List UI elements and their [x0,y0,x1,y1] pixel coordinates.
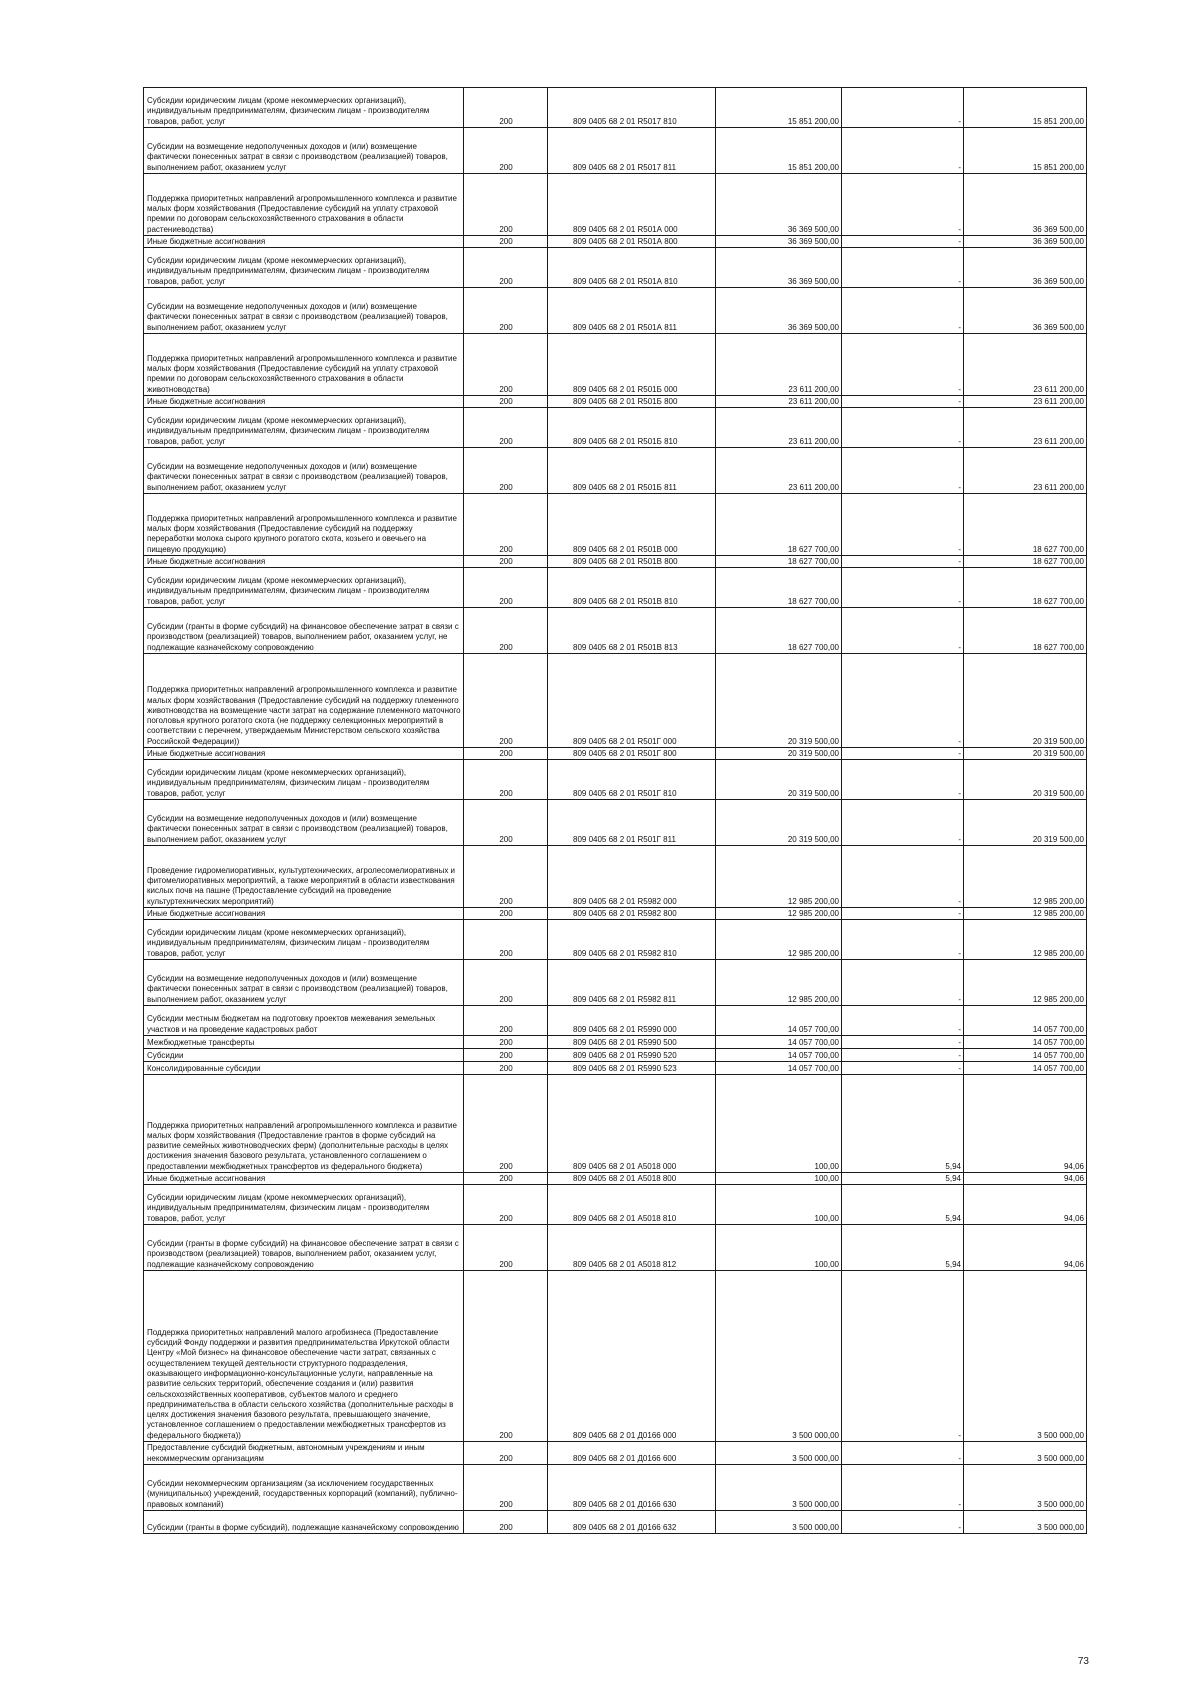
row-name [144,960,464,1006]
row-name-text: Субсидии юридическим лицам (кроме некоммерческих организаций), индивидуальным предпринимателям, физическим лицам - производителям товаров, работ, услуг [147,1193,430,1223]
table-row [144,654,1087,748]
row-name-text: Субсидии (гранты в форме субсидий) на финансовое обеспечение затрат в связи с производством (реализацией) товаров, выполнением работ, оказанием услуг, подлежащие казначейскому сопровождению [147,1239,459,1269]
row-name-text: Консолидированные субсидии [147,1063,261,1073]
row-name-text: Иные бюджетные ассигнования [147,748,266,758]
row-classification-code: 809 0405 68 2 01 Д0166 000 [548,1271,716,1442]
row-name [144,568,464,608]
row-line-code: 200 [464,174,548,236]
table-row [144,556,1087,568]
row-remaining-amount: 3 500 000,00 [964,1511,1087,1534]
row-name-text: Субсидии на возмещение недополученных доходов и (или) возмещение фактически понесенных затрат в связи с производством (реализацией) товаров, выполнением работ, оказанием услуг [147,142,448,172]
row-approved-amount: 15 851 200,00 [716,88,842,128]
row-approved-amount: 20 319 500,00 [716,748,842,760]
row-line-code: 200 [464,248,548,288]
row-classification-code: 809 0405 68 2 01 R501Г 811 [548,800,716,846]
row-name-text: Субсидии юридическим лицам (кроме некоммерческих организаций), индивидуальным предпринимателям, физическим лицам - производителям товаров, работ, услуг [147,416,430,446]
row-name [144,1185,464,1225]
row-name-text: Поддержка приоритетных направлений малого агробизнеса (Предоставление субсидий Фонду поддержки и развития предпринимательства Иркутской области Центру «Мой бизнес» на финансовое обеспечение части затрат, связанных с осуществлением текущей деятельности структурного подразделения, оказывающего информационно-консультационные услуги, направленные на развитие сельских территорий, обеспечение создания и (или) развития сельскохозяйственных кооперативов, субъектов малого и среднего предпринимательства в области сельского хозяйства (дополнительные расходы в целях достижения значения базового результата, превышающего значение, установленное соглашением о предоставлении межбюджетных трансфертов из федерального бюджета)) [147,1327,454,1440]
row-name-text: Проведение гидромелиоративных, культуртехнических, агролесомелиоративных и фитомелиоративных мероприятий, а также мероприятий в области известкования кислых почв на пашне (Предоставление субсидий на проведение культуртехнических мероприятий) [147,865,456,906]
row-classification-code: 809 0405 68 2 01 R501А 810 [548,248,716,288]
row-classification-code: 809 0405 68 2 01 R501Б 000 [548,334,716,396]
row-classification-code: 809 0405 68 2 01 R5990 523 [548,1062,716,1075]
row-line-code: 200 [464,396,548,408]
row-classification-code: 809 0405 68 2 01 R501Б 810 [548,408,716,448]
row-executed-amount: 5,94 [842,1173,964,1185]
table-row [144,334,1087,396]
row-remaining-amount: 12 985 200,00 [964,846,1087,908]
row-classification-code: 809 0405 68 2 01 Д0166 630 [548,1465,716,1511]
table-row [144,396,1087,408]
row-executed-amount: - [842,1006,964,1036]
table-row [144,494,1087,556]
row-name [144,174,464,236]
row-classification-code: 809 0405 68 2 01 А5018 810 [548,1185,716,1225]
row-name [144,288,464,334]
row-name [144,396,464,408]
table-row [144,1062,1087,1075]
row-line-code: 200 [464,1465,548,1511]
row-name [144,760,464,800]
table-row [144,1075,1087,1173]
row-name [144,1006,464,1036]
row-name [144,556,464,568]
row-remaining-amount: 15 851 200,00 [964,128,1087,174]
row-name [144,1465,464,1511]
row-approved-amount: 100,00 [716,1173,842,1185]
row-classification-code: 809 0405 68 2 01 R501В 800 [548,556,716,568]
row-line-code: 200 [464,1062,548,1075]
row-name [144,128,464,174]
table-row [144,760,1087,800]
row-name-text: Субсидии юридическим лицам (кроме некоммерческих организаций), индивидуальным предпринимателям, физическим лицам - производителям товаров, работ, услуг [147,96,430,126]
table-row [144,288,1087,334]
row-executed-amount: - [842,88,964,128]
row-remaining-amount: 3 500 000,00 [964,1442,1087,1465]
row-approved-amount: 23 611 200,00 [716,334,842,396]
table-row [144,128,1087,174]
row-approved-amount: 18 627 700,00 [716,568,842,608]
row-executed-amount: - [842,800,964,846]
row-line-code: 200 [464,408,548,448]
row-classification-code: 809 0405 68 2 01 R5990 520 [548,1049,716,1062]
row-name [144,236,464,248]
row-name [144,334,464,396]
row-classification-code: 809 0405 68 2 01 R501Г 810 [548,760,716,800]
row-name-text: Субсидии юридическим лицам (кроме некоммерческих организаций), индивидуальным предпринимателям, физическим лицам - производителям товаров, работ, услуг [147,576,430,606]
row-name-text: Субсидии на возмещение недополученных доходов и (или) возмещение фактически понесенных затрат в связи с производством (реализацией) товаров, выполнением работ, оказанием услуг [147,462,448,492]
row-executed-amount: - [842,568,964,608]
row-approved-amount: 14 057 700,00 [716,1049,842,1062]
row-executed-amount: - [842,448,964,494]
row-remaining-amount: 36 369 500,00 [964,174,1087,236]
table-row [144,1049,1087,1062]
row-executed-amount: - [842,396,964,408]
table-row [144,748,1087,760]
row-classification-code: 809 0405 68 2 01 А5018 800 [548,1173,716,1185]
table-row [144,1271,1087,1442]
row-remaining-amount: 36 369 500,00 [964,248,1087,288]
row-name-text: Субсидии (гранты в форме субсидий), подлежащие казначейскому сопровождению [147,1522,459,1532]
row-name-text: Субсидии (гранты в форме субсидий) на финансовое обеспечение затрат в связи с производством (реализацией) товаров, выполнением работ, оказанием услуг, не подлежащие казначейскому сопровождению [147,622,459,652]
row-name-text: Межбюджетные трансферты [147,1037,255,1047]
row-remaining-amount: 94,06 [964,1173,1087,1185]
row-name-text: Иные бюджетные ассигнования [147,236,266,246]
row-name-text: Субсидии на возмещение недополученных доходов и (или) возмещение фактически понесенных затрат в связи с производством (реализацией) товаров, выполнением работ, оказанием услуг [147,814,448,844]
row-line-code: 200 [464,1173,548,1185]
table-row [144,920,1087,960]
row-executed-amount: - [842,236,964,248]
row-executed-amount: - [842,1036,964,1049]
row-name [144,608,464,654]
row-name [144,494,464,556]
row-line-code: 200 [464,556,548,568]
row-name [144,748,464,760]
row-line-code: 200 [464,236,548,248]
row-line-code: 200 [464,920,548,960]
row-name-text: Иные бюджетные ассигнования [147,556,266,566]
row-remaining-amount: 18 627 700,00 [964,494,1087,556]
row-name [144,908,464,920]
row-name [144,448,464,494]
table-row [144,960,1087,1006]
row-line-code: 200 [464,1049,548,1062]
row-remaining-amount: 20 319 500,00 [964,760,1087,800]
row-approved-amount: 23 611 200,00 [716,408,842,448]
row-classification-code: 809 0405 68 2 01 R5982 811 [548,960,716,1006]
row-approved-amount: 3 500 000,00 [716,1511,842,1534]
row-line-code: 200 [464,88,548,128]
row-name-text: Поддержка приоритетных направлений агропромышленного комплекса и развитие малых форм хозяйствования (Предоставление субсидий на уплату страховой премии по договорам сельскохозяйственного страхования в области растениеводства) [147,193,457,234]
row-approved-amount: 20 319 500,00 [716,760,842,800]
table-row [144,236,1087,248]
row-line-code: 200 [464,1511,548,1534]
row-line-code: 200 [464,288,548,334]
row-line-code: 200 [464,448,548,494]
row-remaining-amount: 94,06 [964,1185,1087,1225]
row-line-code: 200 [464,128,548,174]
row-name [144,1271,464,1442]
row-name-text: Субсидии юридическим лицам (кроме некоммерческих организаций), индивидуальным предпринимателям, физическим лицам - производителям товаров, работ, услуг [147,256,430,286]
row-executed-amount: - [842,1465,964,1511]
row-executed-amount: - [842,288,964,334]
row-classification-code: 809 0405 68 2 01 Д0166 600 [548,1442,716,1465]
row-remaining-amount: 18 627 700,00 [964,608,1087,654]
row-remaining-amount: 36 369 500,00 [964,288,1087,334]
table-row [144,800,1087,846]
row-name [144,1173,464,1185]
row-name-text: Поддержка приоритетных направлений агропромышленного комплекса и развитие малых форм хозяйствования (Предоставление субсидий на поддержку переработки молока сырого крупного рогатого скота, козьего и овечьего на пищевую продукцию) [147,513,457,554]
row-executed-amount: - [842,654,964,748]
row-approved-amount: 36 369 500,00 [716,288,842,334]
budget-execution-table [143,87,1087,1534]
row-remaining-amount: 18 627 700,00 [964,568,1087,608]
row-executed-amount: - [842,1049,964,1062]
row-line-code: 200 [464,1006,548,1036]
row-name [144,1442,464,1465]
row-remaining-amount: 12 985 200,00 [964,920,1087,960]
row-approved-amount: 12 985 200,00 [716,920,842,960]
row-line-code: 200 [464,1225,548,1271]
row-line-code: 200 [464,1442,548,1465]
table-row [144,408,1087,448]
row-name-text: Субсидии местным бюджетам на подготовку проектов межевания земельных участков и на проведение кадастровых работ [147,1014,436,1034]
row-approved-amount: 18 627 700,00 [716,494,842,556]
row-executed-amount: - [842,174,964,236]
table-row [144,1442,1087,1465]
row-remaining-amount: 23 611 200,00 [964,448,1087,494]
row-remaining-amount: 14 057 700,00 [964,1036,1087,1049]
row-name [144,1225,464,1271]
row-executed-amount: - [842,846,964,908]
row-approved-amount: 14 057 700,00 [716,1006,842,1036]
row-classification-code: 809 0405 68 2 01 R501Б 800 [548,396,716,408]
table-row [144,1036,1087,1049]
row-name [144,1511,464,1534]
row-line-code: 200 [464,800,548,846]
row-executed-amount: - [842,408,964,448]
row-name [144,1062,464,1075]
row-classification-code: 809 0405 68 2 01 R5017 811 [548,128,716,174]
row-executed-amount: - [842,248,964,288]
row-classification-code: 809 0405 68 2 01 R5982 800 [548,908,716,920]
row-executed-amount: - [842,1511,964,1534]
row-approved-amount: 36 369 500,00 [716,236,842,248]
row-name [144,846,464,908]
table-row [144,448,1087,494]
row-line-code: 200 [464,1271,548,1442]
row-remaining-amount: 12 985 200,00 [964,908,1087,920]
row-executed-amount: - [842,748,964,760]
row-approved-amount: 12 985 200,00 [716,960,842,1006]
row-approved-amount: 14 057 700,00 [716,1062,842,1075]
row-remaining-amount: 20 319 500,00 [964,800,1087,846]
row-remaining-amount: 23 611 200,00 [964,408,1087,448]
row-name [144,920,464,960]
row-approved-amount: 3 500 000,00 [716,1271,842,1442]
row-remaining-amount: 23 611 200,00 [964,334,1087,396]
row-executed-amount: - [842,760,964,800]
row-line-code: 200 [464,334,548,396]
table-row [144,174,1087,236]
row-line-code: 200 [464,748,548,760]
row-approved-amount: 3 500 000,00 [716,1465,842,1511]
row-classification-code: 809 0405 68 2 01 R501Г 000 [548,654,716,748]
row-approved-amount: 23 611 200,00 [716,396,842,408]
row-name-text: Иные бюджетные ассигнования [147,396,266,406]
row-classification-code: 809 0405 68 2 01 R501В 810 [548,568,716,608]
row-executed-amount: - [842,960,964,1006]
row-approved-amount: 20 319 500,00 [716,800,842,846]
table-row [144,1006,1087,1036]
row-approved-amount: 18 627 700,00 [716,608,842,654]
row-classification-code: 809 0405 68 2 01 R501В 000 [548,494,716,556]
row-line-code: 200 [464,960,548,1006]
row-executed-amount: - [842,1442,964,1465]
row-classification-code: 809 0405 68 2 01 R5990 500 [548,1036,716,1049]
table-row [144,908,1087,920]
row-classification-code: 809 0405 68 2 01 R5982 810 [548,920,716,960]
row-name [144,408,464,448]
row-classification-code: 809 0405 68 2 01 R5017 810 [548,88,716,128]
row-approved-amount: 12 985 200,00 [716,908,842,920]
row-executed-amount: - [842,1271,964,1442]
row-name [144,1075,464,1173]
row-classification-code: 809 0405 68 2 01 R501А 811 [548,288,716,334]
row-executed-amount: 5,94 [842,1185,964,1225]
row-approved-amount: 100,00 [716,1075,842,1173]
page-number: 73 [1077,1656,1089,1667]
row-executed-amount: - [842,920,964,960]
row-executed-amount: - [842,1062,964,1075]
row-classification-code: 809 0405 68 2 01 R5990 000 [548,1006,716,1036]
row-classification-code: 809 0405 68 2 01 А5018 000 [548,1075,716,1173]
row-approved-amount: 12 985 200,00 [716,846,842,908]
row-classification-code: 809 0405 68 2 01 R5982 000 [548,846,716,908]
row-remaining-amount: 23 611 200,00 [964,396,1087,408]
row-classification-code: 809 0405 68 2 01 R501Б 811 [548,448,716,494]
row-classification-code: 809 0405 68 2 01 Д0166 632 [548,1511,716,1534]
table-row [144,1225,1087,1271]
row-remaining-amount: 18 627 700,00 [964,556,1087,568]
row-executed-amount: 5,94 [842,1075,964,1173]
row-approved-amount: 36 369 500,00 [716,174,842,236]
row-remaining-amount: 3 500 000,00 [964,1465,1087,1511]
row-approved-amount: 18 627 700,00 [716,556,842,568]
row-approved-amount: 100,00 [716,1185,842,1225]
row-line-code: 200 [464,494,548,556]
row-classification-code: 809 0405 68 2 01 R501А 800 [548,236,716,248]
row-remaining-amount: 36 369 500,00 [964,236,1087,248]
row-line-code: 200 [464,608,548,654]
table-row [144,846,1087,908]
row-remaining-amount: 14 057 700,00 [964,1062,1087,1075]
row-approved-amount: 100,00 [716,1225,842,1271]
row-executed-amount: - [842,908,964,920]
row-name [144,800,464,846]
row-name [144,1036,464,1049]
row-line-code: 200 [464,846,548,908]
row-line-code: 200 [464,1075,548,1173]
row-remaining-amount: 12 985 200,00 [964,960,1087,1006]
row-name-text: Субсидии юридическим лицам (кроме некоммерческих организаций), индивидуальным предпринимателям, физическим лицам - производителям товаров, работ, услуг [147,768,430,798]
row-remaining-amount: 20 319 500,00 [964,748,1087,760]
row-line-code: 200 [464,760,548,800]
row-executed-amount: 5,94 [842,1225,964,1271]
row-name-text: Субсидии [147,1050,184,1060]
table-row [144,568,1087,608]
row-remaining-amount: 14 057 700,00 [964,1049,1087,1062]
row-remaining-amount: 94,06 [964,1075,1087,1173]
row-name-text: Иные бюджетные ассигнования [147,1173,266,1183]
table-row [144,88,1087,128]
row-approved-amount: 23 611 200,00 [716,448,842,494]
row-approved-amount: 36 369 500,00 [716,248,842,288]
row-name-text: Субсидии на возмещение недополученных доходов и (или) возмещение фактически понесенных затрат в связи с производством (реализацией) товаров, выполнением работ, оказанием услуг [147,302,448,332]
row-name-text: Иные бюджетные ассигнования [147,908,266,918]
row-name-text: Поддержка приоритетных направлений агропромышленного комплекса и развитие малых форм хозяйствования (Предоставление субсидий на поддержку племенного животноводства на возмещение части затрат на содержание племенного маточного поголовья крупного рогатого скота (не поддержку селекционных мероприятий в соответствии с перечнем, утверждаемым Министерством сельского хозяйства Российской Федерации)) [147,685,461,746]
row-approved-amount: 14 057 700,00 [716,1036,842,1049]
row-remaining-amount: 15 851 200,00 [964,88,1087,128]
row-name [144,88,464,128]
row-executed-amount: - [842,494,964,556]
row-classification-code: 809 0405 68 2 01 R501Г 800 [548,748,716,760]
row-name [144,248,464,288]
row-approved-amount: 15 851 200,00 [716,128,842,174]
row-classification-code: 809 0405 68 2 01 R501В 813 [548,608,716,654]
table-body [144,88,1087,1534]
row-remaining-amount: 94,06 [964,1225,1087,1271]
row-executed-amount: - [842,556,964,568]
row-classification-code: 809 0405 68 2 01 R501А 000 [548,174,716,236]
row-line-code: 200 [464,654,548,748]
row-name-text: Субсидии на возмещение недополученных доходов и (или) возмещение фактически понесенных затрат в связи с производством (реализацией) товаров, выполнением работ, оказанием услуг [147,974,448,1004]
row-executed-amount: - [842,128,964,174]
row-line-code: 200 [464,1185,548,1225]
table-row [144,1173,1087,1185]
row-line-code: 200 [464,908,548,920]
row-name [144,1049,464,1062]
row-name-text: Поддержка приоритетных направлений агропромышленного комплекса и развитие малых форм хозяйствования (Предоставление грантов в форме субсидий на развитие семейных животноводческих ферм) (дополнительные расходы в целях достижения значения базового результата, установленного соглашением о предоставлении межбюджетных трансфертов из федерального бюджета) [147,1120,457,1171]
row-name-text: Предоставление субсидий бюджетным, автономным учреждениям и иным некоммерческим организациям [147,1443,425,1463]
row-name-text: Субсидии некоммерческим организациям (за исключением государственных (муниципальных) учреждений, государственных корпораций (компаний), публично-правовых компаний) [147,1479,458,1509]
row-name-text: Поддержка приоритетных направлений агропромышленного комплекса и развитие малых форм хозяйствования (Предоставление субсидий на уплату страховой премии по договорам сельскохозяйственного страхования в области животноводства) [147,353,457,394]
row-executed-amount: - [842,608,964,654]
table-row [144,1185,1087,1225]
row-classification-code: 809 0405 68 2 01 А5018 812 [548,1225,716,1271]
row-approved-amount: 20 319 500,00 [716,654,842,748]
row-remaining-amount: 14 057 700,00 [964,1006,1087,1036]
row-line-code: 200 [464,1036,548,1049]
table-row [144,1511,1087,1534]
row-name [144,654,464,748]
table-row [144,1465,1087,1511]
row-name-text: Субсидии юридическим лицам (кроме некоммерческих организаций), индивидуальным предпринимателям, физическим лицам - производителям товаров, работ, услуг [147,928,430,958]
row-remaining-amount: 3 500 000,00 [964,1271,1087,1442]
row-line-code: 200 [464,568,548,608]
row-executed-amount: - [842,334,964,396]
row-approved-amount: 3 500 000,00 [716,1442,842,1465]
table-row [144,608,1087,654]
table-row [144,248,1087,288]
row-remaining-amount: 20 319 500,00 [964,654,1087,748]
